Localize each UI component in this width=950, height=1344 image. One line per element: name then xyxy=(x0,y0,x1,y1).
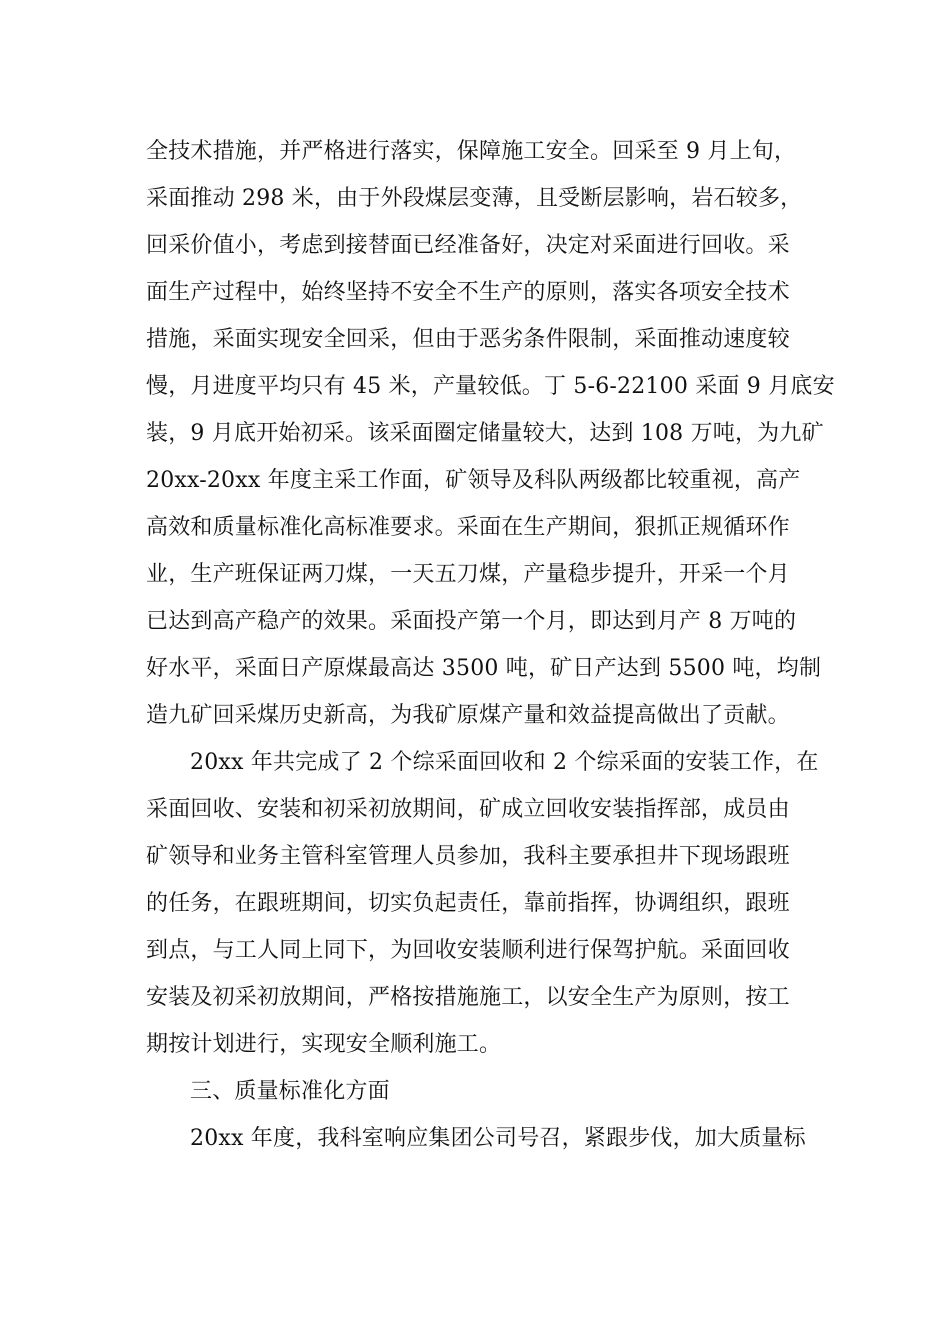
paragraph-start-line: 20xx 年共完成了 2 个综采面回收和 2 个综采面的安装工作，在 xyxy=(190,750,819,775)
text-line: 已达到高产稳产的效果。采面投产第一个月，即达到月产 8 万吨的 xyxy=(146,609,797,634)
text-line: 造九矿回采煤历史新高，为我矿原煤产量和效益提高做出了贡献。 xyxy=(146,703,790,728)
text-line: 措施，采面实现安全回采，但由于恶劣条件限制，采面推动速度较 xyxy=(146,327,790,352)
text-line: 到点，与工人同上同下，为回收安装顺利进行保驾护航。采面回收 xyxy=(146,938,790,963)
paragraph-start-line: 20xx 年度，我科室响应集团公司号召，紧跟步伐，加大质量标 xyxy=(190,1126,806,1151)
text-line: 采面回收、安装和初采初放期间，矿成立回收安装指挥部，成员由 xyxy=(146,797,790,822)
text-line: 装，9 月底开始初采。该采面圈定储量较大，达到 108 万吨，为九矿 xyxy=(146,421,824,446)
text-line: 好水平，采面日产原煤最高达 3500 吨，矿日产达到 5500 吨，均制 xyxy=(146,656,822,681)
document-body xyxy=(146,128,835,1162)
text-line: 矿领导和业务主管科室管理人员参加，我科主要承担井下现场跟班 xyxy=(146,844,790,869)
text-line: 业，生产班保证两刀煤，一天五刀煤，产量稳步提升，开采一个月 xyxy=(146,562,790,587)
text-line: 安装及初采初放期间，严格按措施施工，以安全生产为原则，按工 xyxy=(146,985,790,1010)
section-heading: 三、质量标准化方面 xyxy=(190,1079,390,1104)
text-line: 全技术措施，并严格进行落实，保障施工安全。回采至 9 月上旬， xyxy=(146,139,797,164)
text-line: 期按计划进行，实现安全顺利施工。 xyxy=(146,1032,502,1057)
text-line: 采面推动 298 米，由于外段煤层变薄，且受断层影响，岩石较多， xyxy=(146,186,803,211)
text-line: 高效和质量标准化高标准要求。采面在生产期间，狠抓正规循环作 xyxy=(146,515,790,540)
text-line: 的任务，在跟班期间，切实负起责任，靠前指挥，协调组织，跟班 xyxy=(146,891,790,916)
text-line: 回采价值小，考虑到接替面已经准备好，决定对采面进行回收。采 xyxy=(146,233,790,258)
text-line: 慢，月进度平均只有 45 米，产量较低。丁 5-6-22100 采面 9 月底安 xyxy=(146,374,835,399)
text-line: 面生产过程中，始终坚持不安全不生产的原则，落实各项安全技术 xyxy=(146,280,790,305)
text-line: 20xx-20xx 年度主采工作面，矿领导及科队两级都比较重视，高产 xyxy=(146,468,801,493)
